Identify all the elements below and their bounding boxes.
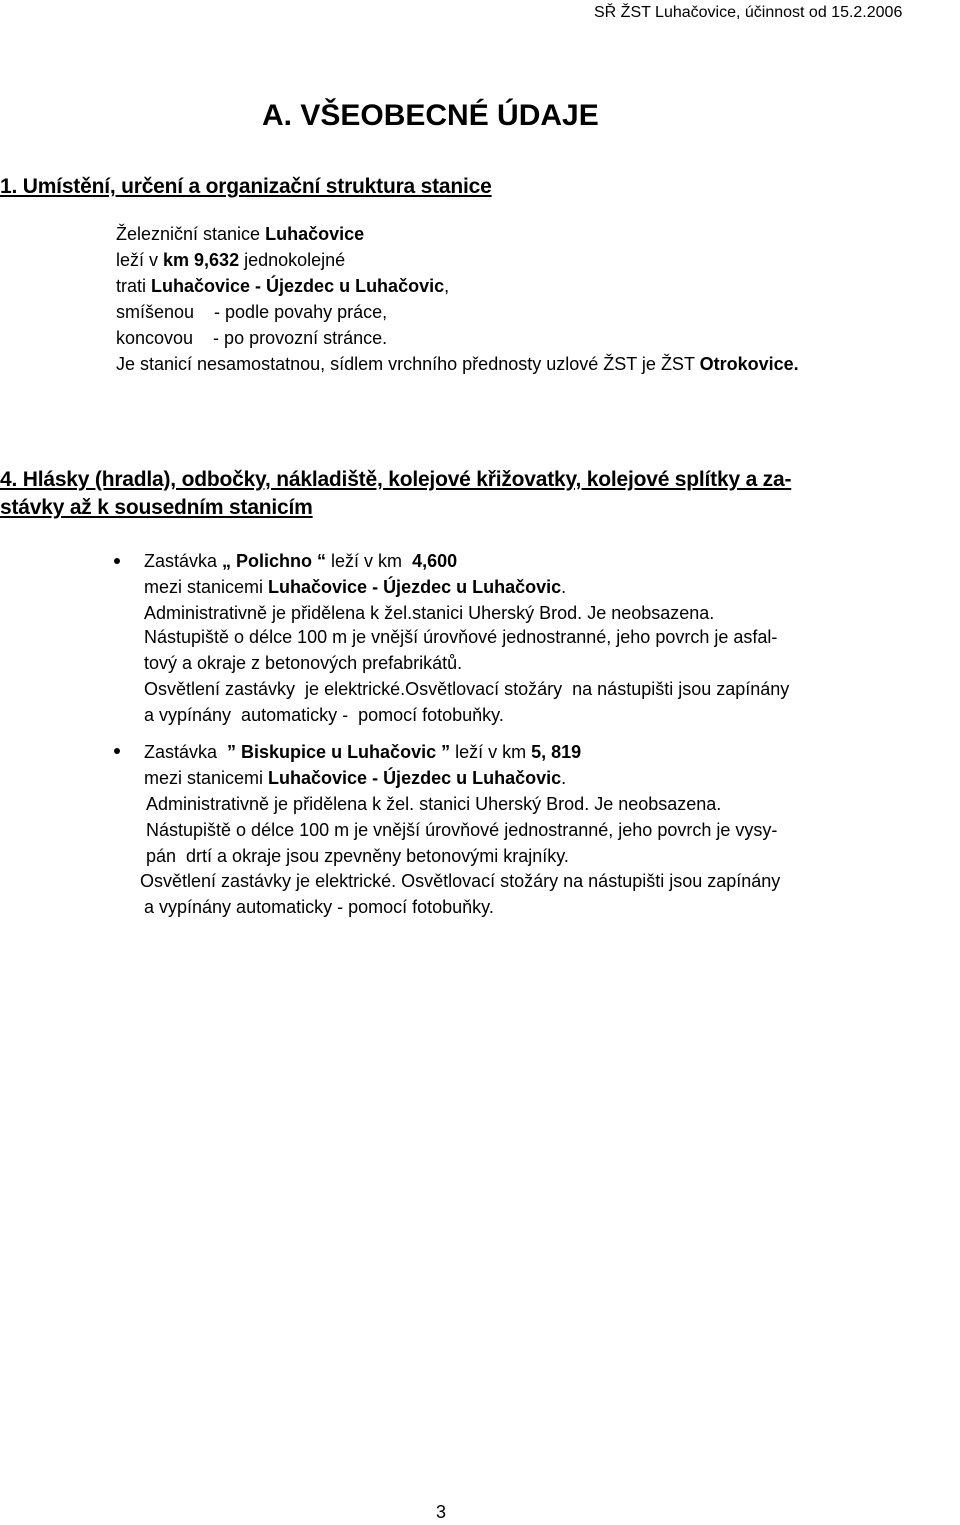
stop-2-line-5: pán drtí a okraje jsou zpevněny betonovými krajníky. [146,846,569,866]
section-1-line-1: Železniční stanice Luhačovice [116,224,365,244]
stop-1-line-4: Nástupiště o délce 100 m je vnější úrovňové jednostranné, jeho povrch je asfal- [144,627,778,647]
section-1-heading: 1. Umístění, určení a organizační struktura stanice [0,175,492,198]
stop-1-line-6: Osvětlení zastávky je elektrické.Osvětlovací stožáry na nástupišti jsou zapínány [144,679,790,699]
section-4-heading-line-1: 4. Hlásky (hradla), odbočky, nákladiště, kolejové křižovatky, kolejové splítky a za- [0,468,792,491]
stop-1-line-5: tový a okraje z betonových prefabrikátů. [144,653,463,673]
section-1-line-6: Je stanicí nesamostatnou, sídlem vrchního přednosty uzlové ŽST je ŽST Otrokovice. [116,354,799,374]
section-1-line-3: trati Luhačovice - Újezdec u Luhačovic, [116,276,450,296]
page-number: 3 [436,1502,447,1522]
stop-1-line-7: a vypínány automaticky - pomocí fotobuňky. [144,705,504,725]
section-1-line-4: smíšenou - podle povahy práce, [116,302,388,322]
stop-1-line-3: Administrativně je přidělena k žel.stanici Uherský Brod. Je neobsazena. [144,603,715,623]
section-4-heading-line-2: stávky až k sousedním stanicím [0,496,313,519]
stop-2-line-2: mezi stanicemi Luhačovice - Újezdec u Luhačovic. [144,768,567,788]
stop-2-line-1: Zastávka ” Biskupice u Luhačovic ” leží v km 5, 819 [144,742,582,762]
section-1-line-2: leží v km 9,632 jednokolejné [116,250,346,270]
stop-1-line-1: Zastávka „ Polichno “ leží v km 4,600 [144,551,458,571]
stop-1-line-2: mezi stanicemi Luhačovice - Újezdec u Luhačovic. [144,577,567,597]
document-title: A. VŠEOBECNÉ ÚDAJE [262,99,599,132]
stop-2-line-4: Nástupiště o délce 100 m je vnější úrovňové jednostranné, jeho povrch je vysy- [146,820,778,840]
bullet-icon [114,748,120,754]
stop-2-line-6: Osvětlení zastávky je elektrické. Osvětlovací stožáry na nástupišti jsou zapínány [140,871,781,891]
page-header: SŘ ŽST Luhačovice, účinnost od 15.2.2006 [594,4,903,21]
bullet-icon [114,558,120,564]
stop-2-line-7: a vypínány automaticky - pomocí fotobuňky. [144,897,494,917]
section-1-line-5: koncovou - po provozní stránce. [116,328,388,348]
stop-2-line-3: Administrativně je přidělena k žel. stanici Uherský Brod. Je neobsazena. [146,794,722,814]
